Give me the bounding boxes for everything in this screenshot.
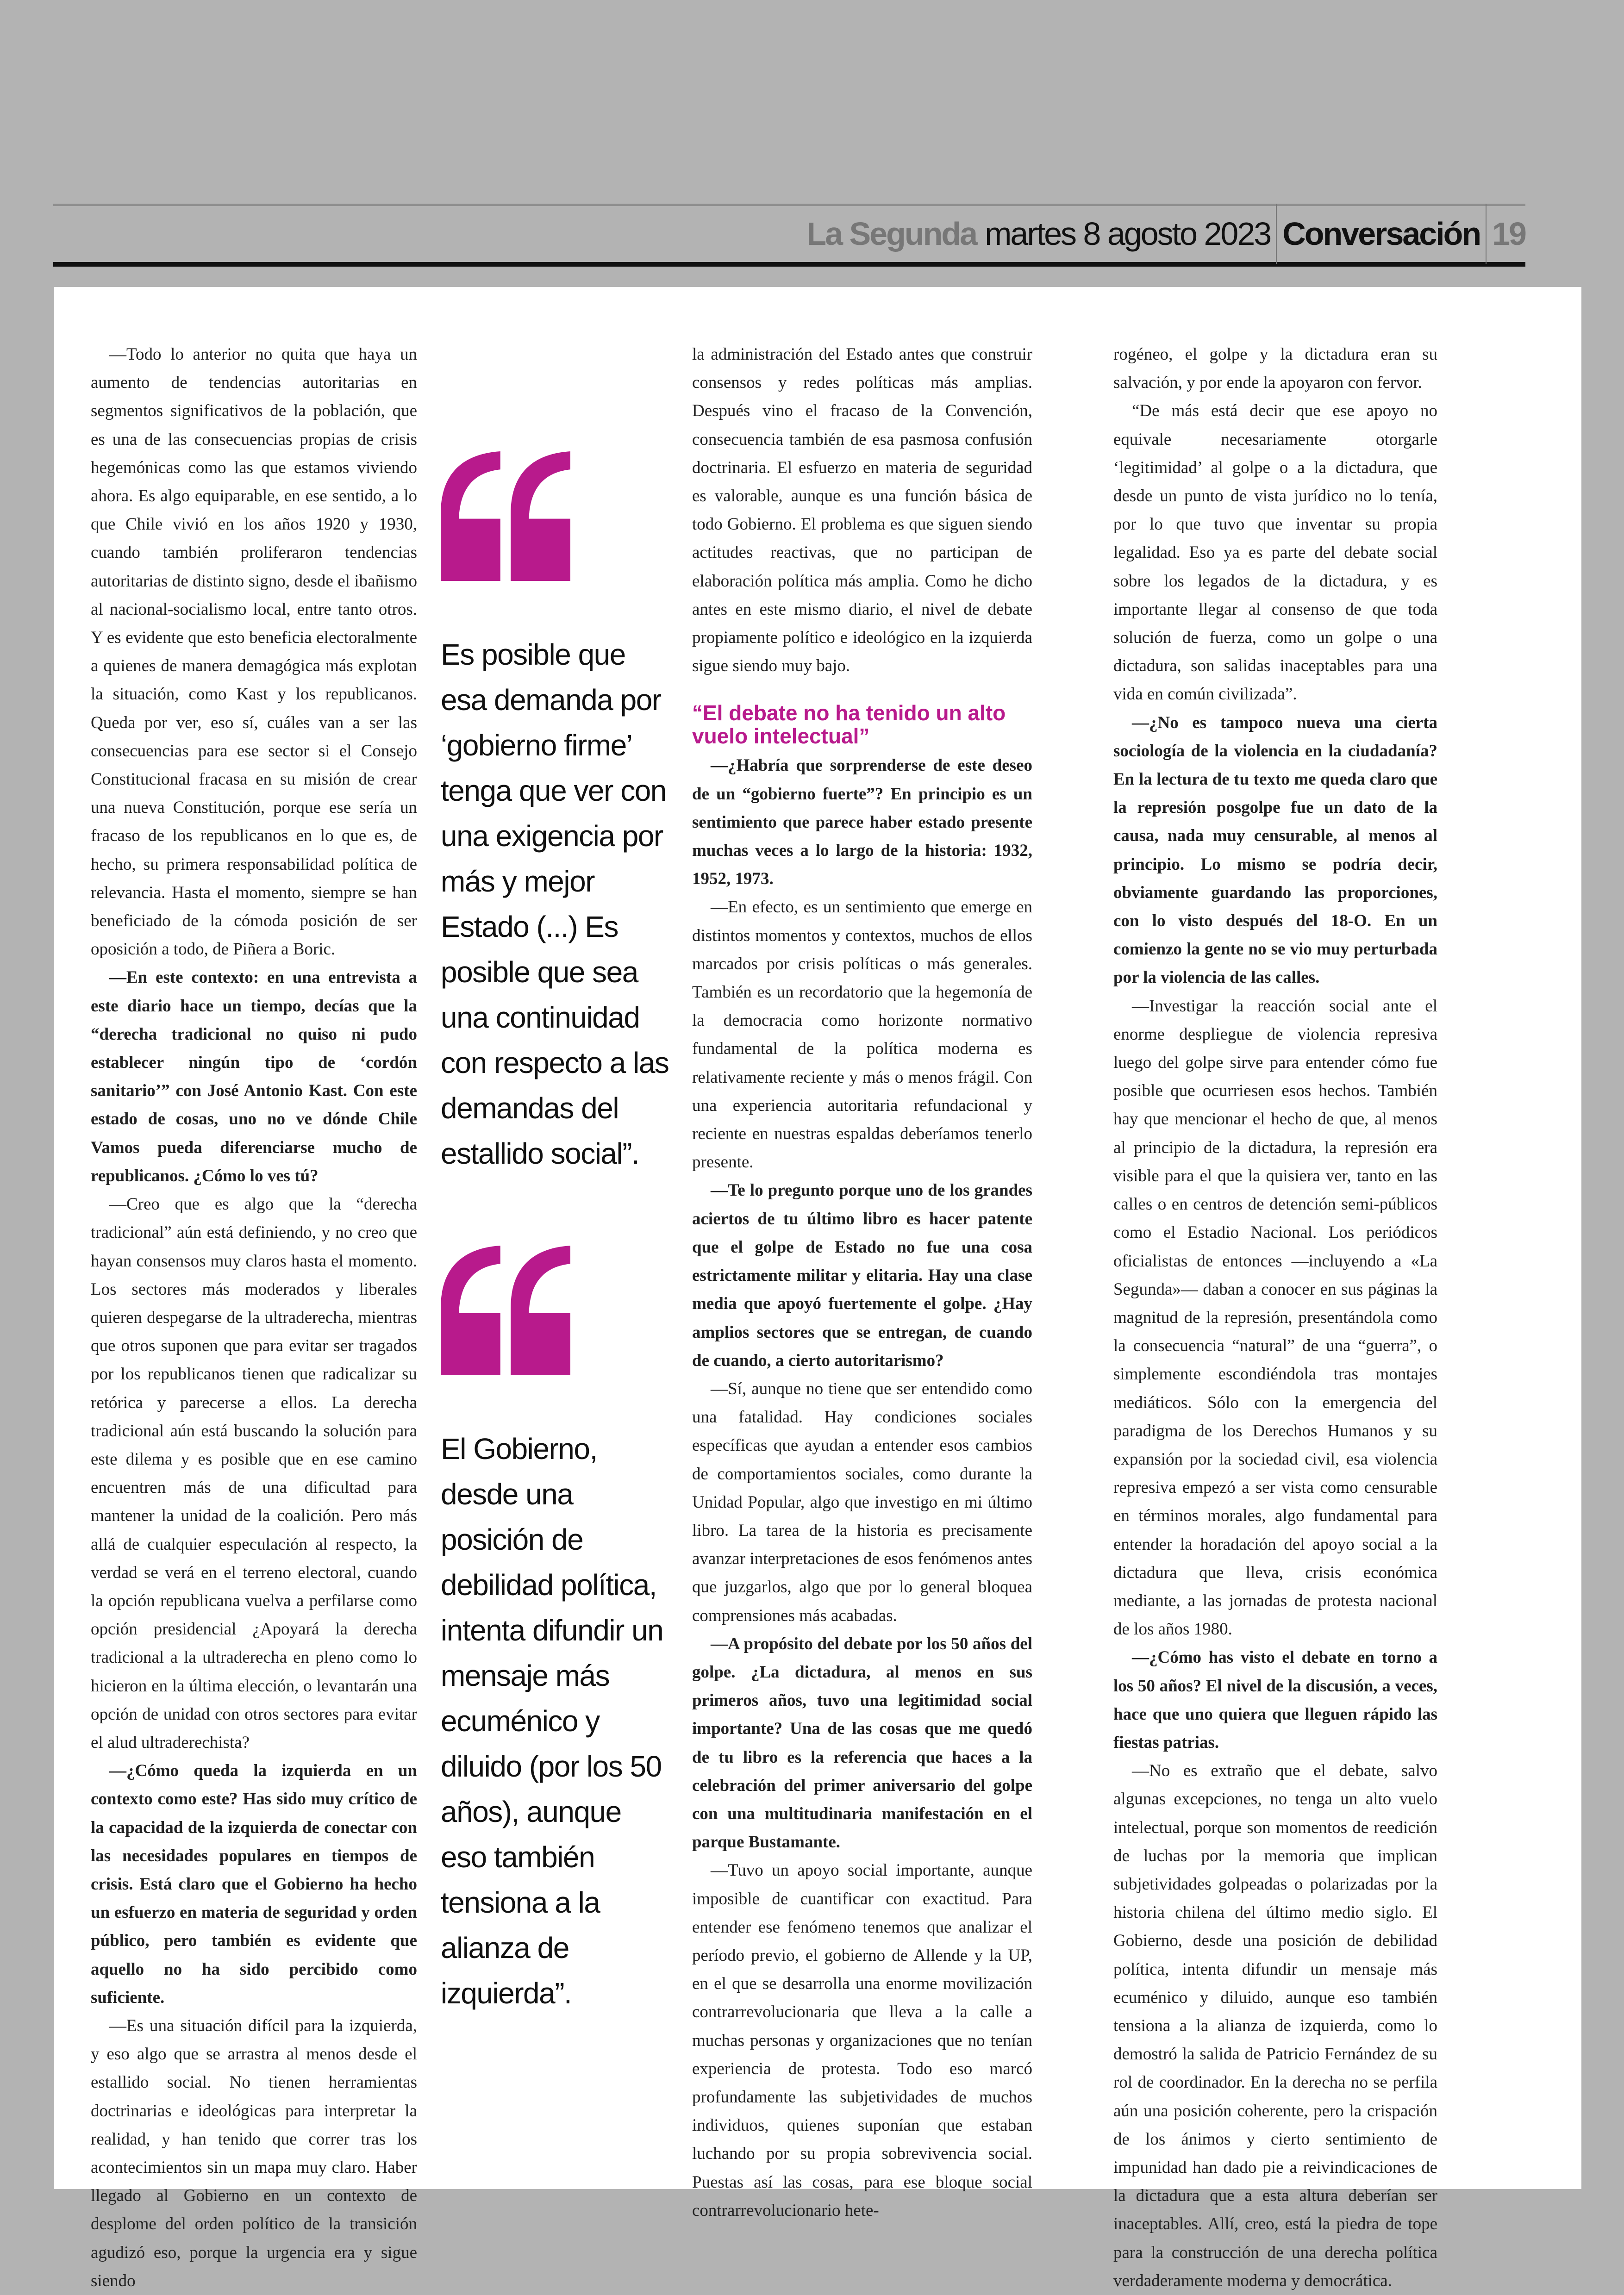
paragraph: —Es una situación difícil para la izquierda, y eso algo que se arrastra al menos desde el estallido social. No tienen herramientas doctrinarias e ideológicas para interpretar la realidad, y han tenido que correr tras los acontecimientos sin un mapa muy claro. Haber llegado al Gobierno en un contexto de desplome del orden político de la transición agudizó eso, porque la urgencia era y sigue siendo: [91, 2016, 417, 2290]
article-column-3: [692, 340, 1032, 2225]
question: —¿Habría que sorprenderse de este deseo de un “gobierno fuerte”? En principio es un sentimiento que parece haber estado presente muchas veces a lo largo de la historia: 1932, 1952, 1973.: [692, 756, 1032, 889]
paragraph: —Investigar la reacción social ante el enorme despliegue de violencia represiva luego del golpe sirve para entender cómo fue posible que ocurriesen esos hechos. También hay que mencionar el hecho de que, al menos al principio de la dictadura, la represión era visible para el que la quisiera ver, tanto en las calles o en centros de detención semi-públicos como el Estadio Nacional. Los periódicos oficialistas de entonces —incluyendo a «La Segunda»— daban a conocer en sus páginas la magnitud de la represión, presentándola como la consecuencia “natural” de una “guerra”, o simplemente escondiéndola tras montajes mediáticos. Sólo con la emergencia del paradigma de los Derechos Humanos y su expansión por la sociedad civil, esa violencia represiva empezó a ser vista como censurable en términos morales, algo fundamental para entender la horadación del apoyo social a la dictadura que lleva, crisis económica mediante, a las jornadas de protesta nacional de los años 1980.: [1113, 996, 1437, 1639]
paragraph: —En efecto, es un sentimiento que emerge en distintos momentos y contextos, muchos de ellos marcados por crisis políticas o más generales. También es un recordatorio que la hegemonía de la democracia como horizonte normativo fundamental de la política moderna es relativamente reciente y más o menos frágil. Con una experiencia autoritaria refundacional y reciente en nuestras espaldas deberíamos tenerlo presente.: [692, 898, 1032, 1172]
header-divider: [1276, 204, 1277, 264]
paragraph: —Creo que es algo que la “derecha tradicional” aún está definiendo, y no creo que hayan consensos muy claros hasta el momento. Los sectores más moderados y liberales quieren despegarse de la ultraderecha, mientras que otros suponen que para evitar ser tragados por los republicanos tienen que radicalizar su retórica y parecerse a ellos. La derecha tradicional aún está buscando la solución para este dilema y es posible que en ese camino encuentren más de una dificultad para mantener la unidad de la coalición. Pero más allá de cualquier especulación al respecto, la verdad se verá en el terreno electoral, cuando la opción republicana vuelva a perfilarse como opción presidencial ¿Apoyará la derecha tradicional a la ultraderecha en pleno como lo hicieron en la última elección, o levantarán una opción de unidad con otros sectores para evitar el alud ultraderechista?: [91, 1195, 417, 1752]
question: —En este contexto: en una entrevista a este diario hace un tiempo, decías que la “derecha tradicional no quiso ni pudo establecer ningún tipo de ‘cordón sanitario’” con José Antonio Kast. Con este estado de cosas, uno no ve dónde Chile Vamos pueda diferenciarse mucho de republicanos. ¿Cómo lo ves tú?: [91, 968, 417, 1185]
section-name: Conversación: [1282, 216, 1480, 252]
question: —A propósito del debate por los 50 años del golpe. ¿La dictadura, al menos en sus primeros años, tuvo una legitimidad social importante? Una de las cosas que me quedó de tu libro es la referencia que haces a la celebración del primer aniversario del golpe con una multitudinaria manifestación en el parque Bustamante.: [692, 1634, 1032, 1852]
paragraph: —No es extraño que el debate, salvo algunas excepciones, no tenga un alto vuelo intelectual, porque son momentos de reedición de luchas por la memoria que implican subjetividades golpeadas o polarizadas por la historia chilena del último medio siglo. El Gobierno, desde una posición de debilidad política, intenta difundir un mensaje más ecuménico y diluido, aunque eso también tensiona a la alianza de izquierda, como lo demostró la salida de Patricio Fernández de su rol de coordinador. En la derecha no se perfila aún una posición coherente, pero la crispación de los ánimos y cierto sentimiento de impunidad han dado pie a reivindicaciones de la dictadura que a esta altura deberían ser inaceptables. Allí, creo, está la piedra de tope para la construcción de una derecha política verdaderamente moderna y democrática.: [1113, 1761, 1437, 2290]
pull-quote-2: El Gobierno, desde una posición de debilidad política, intenta difundir un mensaje más ecuménico y diluido (por los 50 años), aunque eso también tensiona a la alianza de izquierda”.: [441, 1432, 663, 2010]
newspaper-name: La Segunda: [806, 216, 977, 252]
quote-mark-icon: [441, 1246, 570, 1375]
pull-quote-column: [441, 451, 672, 2016]
paragraph: —Sí, aunque no tiene que ser entendido como una fatalidad. Hay condiciones sociales específicas que ayudan a entender esos cambios de comportamientos sociales, como durante la Unidad Popular, algo que investigo en mi último libro. La tarea de la historia es precisamente avanzar interpretaciones de esos fenómenos antes que juzgarlos, algo que por lo general bloquea comprensiones más acabadas.: [692, 1379, 1032, 1625]
paragraph: la administración del Estado antes que construir consensos y redes políticas más amplias. Después vino el fracaso de la Convención, consecuencia también de esa pasmosa confusión doctrinaria. El esfuerzo en materia de seguridad es valorable, aunque es una función básica de todo Gobierno. El problema es que siguen siendo actitudes reactivas, que no participan de elaboración política más amplia. Como he dicho antes en este mismo diario, el nivel de debate propiamente político e ideológico en la izquierda sigue siendo muy bajo.: [692, 345, 1032, 676]
quote-mark-icon: [441, 451, 570, 581]
page-header: [806, 204, 1525, 264]
paragraph: “De más está decir que ese apoyo no equivale necesariamente otorgarle ‘legitimidad’ al golpe o a la dictadura, que desde un punto de vista jurídico no lo tenía, por lo que tuvo que inventar su propia legalidad. Eso ya es parte del debate social sobre los legados de la dictadura, y es importante llegar al consenso de que toda solución de fuerza, como un golpe o una dictadura, son salidas inaceptables para una vida en común civilizada”.: [1113, 401, 1437, 704]
paragraph: —Todo lo anterior no quita que haya un aumento de tendencias autoritarias en segmentos significativos de la población, que es una de las consecuencias propias de crisis hegemónicas como las que estamos viviendo ahora. Es algo equiparable, en ese sentido, a lo que Chile vivió en los años 1920 y 1930, cuando también proliferaron tendencias autoritarias de distinto signo, desde el ibañismo al nacional-socialismo local, entre tanto otros. Y es evidente que esto beneficia electoralmente a quienes de manera demagógica más explotan la situación, como Kast y los republicanos. Queda por ver, eso sí, cuáles van a ser las consecuencias para ese sector si el Consejo Constitucional fracasa en su misión de crear una nueva Constitución, porque ese sería un fracaso de los republicanos en lo que es, de hecho, su primera responsabilidad política de relevancia. Hasta el momento, siempre se han beneficiado de la cómoda posición de ser oposición a todo, de Piñera a Boric.: [91, 345, 417, 959]
pull-quote-1: Es posible que esa demanda por ‘gobierno firme’ tenga que ver con una exigencia por más y mejor Estado (...) Es posible que sea una continuidad con respecto a las demandas del estallido social”.: [441, 638, 669, 1170]
issue-date: martes 8 agosto 2023: [985, 216, 1271, 252]
subheading: “El debate no ha tenido un alto vuelo intelectual”: [692, 701, 1006, 748]
question: —¿Cómo has visto el debate en torno a los 50 años? El nivel de la discusión, a veces, hace que uno quiera que lleguen rápido las fiestas patrias.: [1113, 1648, 1437, 1752]
page-number: 19: [1492, 216, 1525, 252]
question: —Te lo pregunto porque uno de los grandes aciertos de tu último libro es hacer patente que el golpe de Estado no fue una cosa estrictamente militar y elitaria. Hay una clase media que apoyó fuertemente el golpe. ¿Hay amplios sectores que se entregan, de cuando de cuando, a cierto autoritarismo?: [692, 1181, 1032, 1370]
article-column-4: [1113, 340, 1437, 2295]
question: —¿No es tampoco nueva una cierta sociología de la violencia en la ciudadanía? En la lectura de tu texto me queda claro que la represión posgolpe fue un dato de la causa, nada muy censurable, al menos al principio. Lo mismo se podría decir, obviamente guardando las proporciones, con lo visto después del 18-O. En un comienzo la gente no se vio muy perturbada por la violencia de las calles.: [1113, 713, 1437, 987]
paragraph: —Tuvo un apoyo social importante, aunque imposible de cuantificar con exactitud. Para entender ese fenómeno tenemos que analizar el período previo, el gobierno de Allende y la UP, en el que se desarrolla una enorme movilización contrarrevolucionaria que lleva a la calle a muchas personas y organizaciones que no tenían experiencia de protesta. Todo eso marcó profundamente las subjetividades de muchos individuos, quienes suponían que estaban luchando por su propia sobrevivencia social. Puestas así las cosas, para ese bloque social contrarrevolucionario hete-: [692, 1861, 1032, 2220]
paragraph: rogéneo, el golpe y la dictadura eran su salvación, y por ende la apoyaron con fervor.: [1113, 345, 1437, 393]
header-divider: [1486, 204, 1487, 264]
question: —¿Cómo queda la izquierda en un contexto como este? Has sido muy crítico de la capacidad de la izquierda de conectar con las necesidades populares en tiempos de crisis. Está claro que el Gobierno ha hecho un esfuerzo en materia de seguridad y orden público, pero también es evidente que aquello no ha sido percibido como suficiente.: [91, 1761, 417, 2007]
article-column-1: [91, 340, 417, 2295]
